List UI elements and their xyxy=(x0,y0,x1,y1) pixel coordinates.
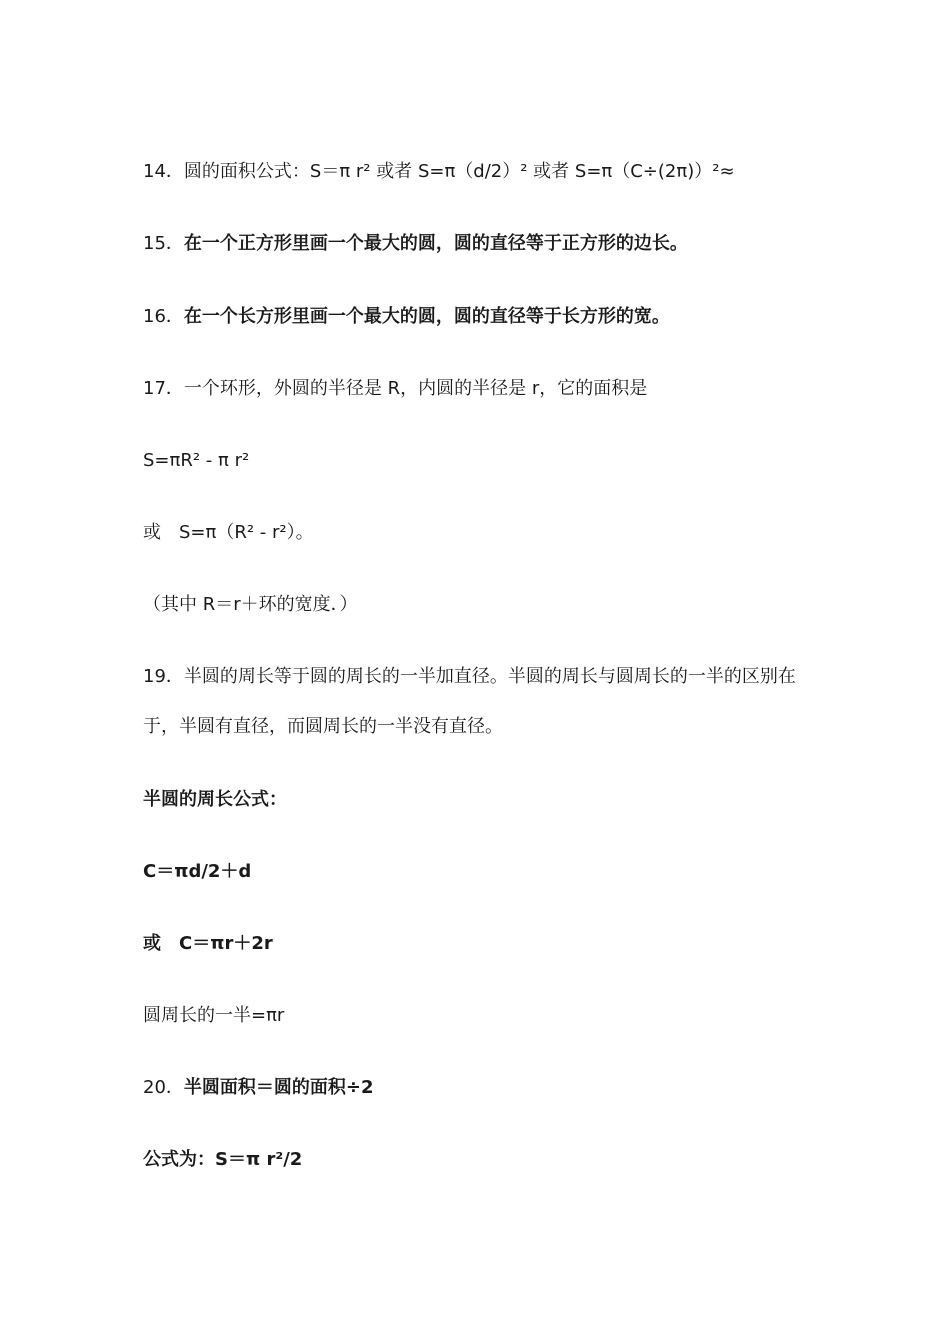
item-15-text: 在一个正方形里画一个最大的圆，圆的直径等于正方形的边长。 xyxy=(183,233,688,254)
item-14-circle-area-formula: 14．圆的面积公式：S＝π r² 或者 S=π（d/2）² 或者 S=π（C÷(2π)）²≈ xyxy=(143,161,735,182)
item-19-line-1: 19．半圆的周长等于圆的周长的一半加直径。半圆的周长与圆周长的一半的区别在 xyxy=(143,666,796,687)
item-16 xyxy=(143,305,670,329)
item-17-ring-area: 17．一个环形，外圆的半径是 R，内圆的半径是 r，它的面积是 xyxy=(143,378,648,399)
semicircle-perimeter-formula-1: C＝πd/2＋d xyxy=(143,861,252,882)
ring-formula-1: S=πR² - π r² xyxy=(143,450,250,471)
item-19-line-2: 于，半圆有直径，而圆周长的一半没有直径。 xyxy=(143,716,503,737)
ring-formula-2: 或 S=π（R² - r²）。 xyxy=(143,522,314,543)
item-16-text: 在一个长方形里画一个最大的圆，圆的直径等于长方形的宽。 xyxy=(183,306,670,327)
semicircle-area-formula: 公式为：S＝π r²/2 xyxy=(143,1149,303,1170)
item-15-number: 15． xyxy=(143,233,184,254)
item-20 xyxy=(143,1076,374,1100)
semicircle-perimeter-title: 半圆的周长公式： xyxy=(143,789,287,810)
item-20-number: 20． xyxy=(143,1077,184,1098)
item-20-text: 半圆面积＝圆的面积÷2 xyxy=(183,1077,374,1098)
item-16-number: 16． xyxy=(143,306,184,327)
half-circumference: 圆周长的一半=πr xyxy=(143,1005,285,1026)
ring-note: （其中 R＝r＋环的宽度．） xyxy=(143,594,358,615)
semicircle-perimeter-formula-2: 或 C＝πr＋2r xyxy=(143,933,273,954)
item-15 xyxy=(143,232,688,256)
